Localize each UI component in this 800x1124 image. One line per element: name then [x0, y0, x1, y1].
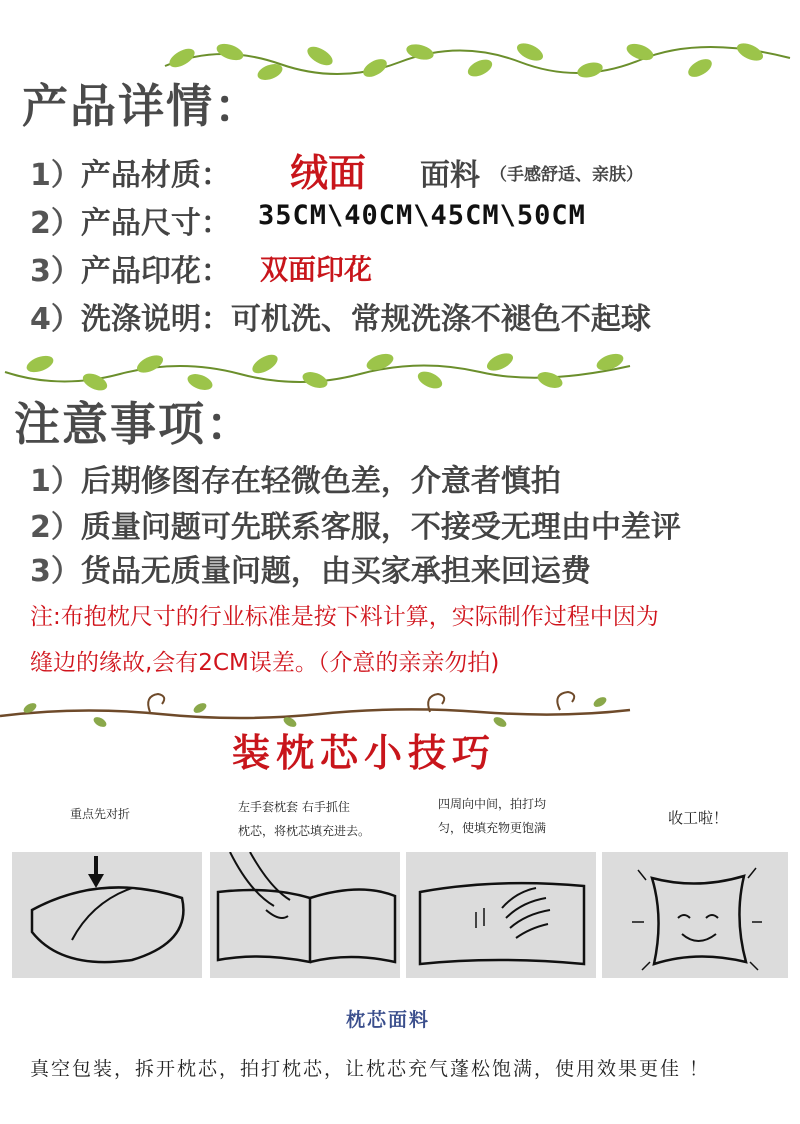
caption-line: 枕芯，将枕芯填充进去。 [238, 824, 371, 838]
notice-item [30, 502, 681, 546]
size-remark-line-1: 注:布抱枕尺寸的行业标准是按下料计算，实际制作过程中因为 [30, 604, 659, 630]
detail-label: 产品尺寸： [80, 206, 231, 241]
detail-num: 3） [30, 254, 81, 289]
footer-instructions: 真空包装，拆开枕芯，拍打枕芯，让枕芯充气蓬松饱满，使用效果更佳 ！ [30, 1058, 711, 1080]
detail-num: 2） [30, 206, 81, 241]
notice-heading: 注意事项： [14, 397, 254, 451]
detail-size-row [30, 198, 231, 242]
caption-line: 四周向中间，拍打均 [438, 797, 547, 811]
caption-line: 左手套枕套 右手抓住 [238, 800, 350, 814]
material-note: （手感舒适、亲肤） [490, 165, 643, 185]
step-3-panel [406, 852, 596, 978]
material-suffix: 面料 [420, 158, 480, 193]
detail-print-row [30, 246, 231, 290]
pat-pillow-illustration [406, 852, 596, 978]
detail-wash-row [30, 294, 651, 338]
detail-num: 4） [30, 302, 81, 337]
notice-text: 后期修图存在轻微色差，介意者慎拍 [80, 464, 561, 499]
product-details-heading: 产品详情： [22, 79, 262, 133]
step-2-panel [210, 852, 400, 978]
detail-num: 1） [30, 158, 81, 193]
notice-item [30, 546, 591, 590]
pillow-fabric-label: 枕芯面料 [346, 1009, 431, 1031]
happy-pillow-illustration [602, 852, 788, 978]
stuff-pillow-illustration [210, 852, 400, 978]
fold-pillow-illustration [12, 852, 202, 978]
size-value: 35CM\40CM\45CM\50CM [258, 200, 586, 231]
caption-line: 匀，使填充物更饱满 [438, 821, 547, 835]
notice-num: 1） [30, 464, 81, 499]
step-4-panel [602, 852, 788, 978]
wash-value: 可机洗、常规洗涤不褪色不起球 [230, 302, 651, 337]
print-value: 双面印花 [260, 253, 373, 286]
detail-label: 洗涤说明： [80, 302, 231, 337]
step-1-panel [12, 852, 202, 978]
detail-label: 产品材质： [80, 158, 231, 193]
step-4-caption [668, 806, 728, 830]
tips-title: 装枕芯小技巧 [232, 730, 497, 775]
notice-text: 货品无质量问题，由买家承担来回运费 [80, 554, 591, 589]
notice-num: 3） [30, 554, 81, 589]
detail-label: 产品印花： [80, 254, 231, 289]
step-2-caption [238, 795, 370, 843]
notice-text: 质量问题可先联系客服，不接受无理由中差评 [80, 510, 681, 545]
material-value: 绒面 [290, 150, 367, 195]
step-3-caption [438, 792, 546, 840]
notice-item [30, 456, 561, 500]
caption-line: 重点先对折 [70, 807, 131, 821]
step-1-caption [70, 802, 130, 826]
detail-material-row [30, 150, 231, 194]
caption-line: 收工啦！ [668, 809, 729, 827]
size-remark-line-2: 缝边的缘故,会有2CM误差。（介意的亲亲勿拍) [30, 650, 500, 676]
notice-num: 2） [30, 510, 81, 545]
